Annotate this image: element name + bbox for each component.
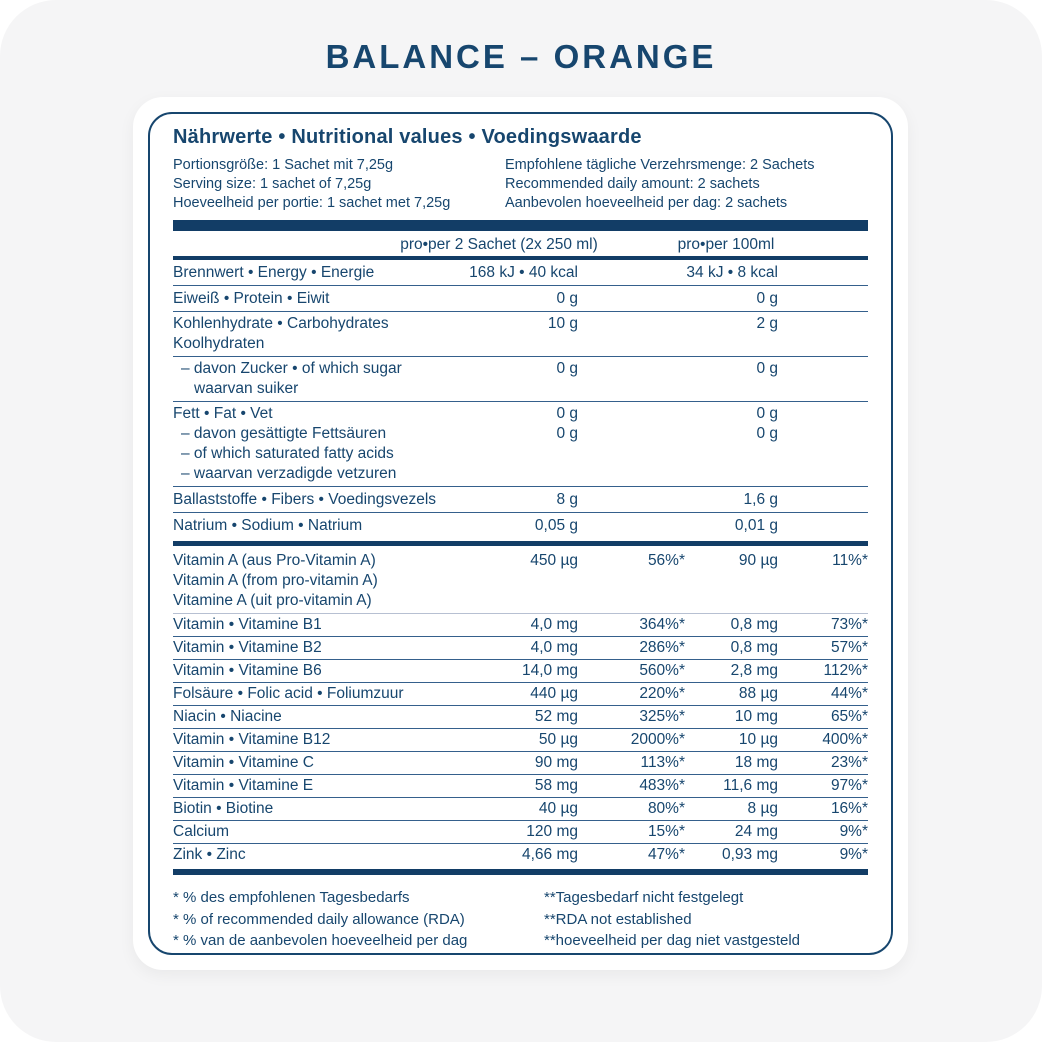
rda-per-sachet: 364%* — [639, 616, 685, 633]
nutrient-label: Niacin • Niacine — [173, 708, 282, 725]
rda-per-100ml: 9%* — [839, 823, 868, 840]
nutrient-label: Fett • Fat • Vet — [173, 405, 273, 422]
value-per-100ml: 0,8 mg — [730, 616, 778, 633]
nutrient-label: Folsäure • Folic acid • Foliumzuur — [173, 685, 404, 702]
nutrient-row — [173, 286, 868, 312]
rda-per-100ml: 97%* — [830, 777, 868, 794]
value-per-sachet: 52 mg — [534, 708, 578, 725]
nutrient-line — [173, 822, 868, 842]
rda-per-100ml — [778, 591, 868, 611]
nutrient-row — [173, 660, 868, 683]
rda-per-100ml — [778, 424, 868, 444]
nutrient-line — [173, 424, 868, 444]
rda-per-sachet: 56%* — [647, 552, 685, 569]
value-per-100ml — [685, 444, 778, 464]
rda-per-100ml: 65%* — [830, 708, 868, 725]
nutrient-row — [173, 637, 868, 660]
rda-per-100ml — [778, 444, 868, 464]
serving-line: Portionsgröße: 1 Sachet mit 7,25g — [173, 157, 394, 173]
column-header-per-100ml: pro•per 100ml — [677, 236, 775, 253]
nutrient-row — [173, 549, 868, 614]
nutrient-label: – davon gesättigte Fettsäuren — [181, 425, 387, 442]
nutrient-line — [173, 753, 868, 773]
nutrient-line — [173, 776, 868, 796]
value-per-sachet: 440 µg — [530, 685, 578, 702]
serving-line: Aanbevolen hoeveelheid per dag: 2 sachets — [505, 195, 788, 211]
value-per-100ml: 18 mg — [734, 754, 778, 771]
nutrient-label: Vitamin • Vitamine E — [173, 777, 314, 794]
section-divider-bar — [173, 869, 868, 875]
nutrient-row — [173, 798, 868, 821]
rda-per-100ml — [778, 287, 868, 310]
nutrient-line — [173, 488, 868, 511]
rda-per-sachet: 15%* — [647, 823, 685, 840]
nutrient-label: – davon Zucker • of which sugar — [181, 360, 402, 377]
value-per-sachet — [468, 444, 578, 464]
footnotes-right — [544, 887, 868, 952]
nutrient-label: Natrium • Sodium • Natrium — [173, 517, 363, 534]
value-per-sachet: 0 g — [556, 360, 578, 377]
rda-per-100ml — [778, 514, 868, 537]
rda-per-100ml: 16%* — [830, 800, 868, 817]
rda-per-100ml — [778, 404, 868, 424]
value-per-sachet — [468, 571, 578, 591]
nutrient-label: Ballaststoffe • Fibers • Voedingsvezels — [173, 491, 437, 508]
nutrient-line — [173, 845, 868, 865]
value-per-100ml: 90 µg — [738, 552, 778, 569]
nutrient-line — [173, 551, 868, 571]
section-divider-bar — [173, 541, 868, 546]
nutrient-row — [173, 752, 868, 775]
value-per-100ml: 34 kJ • 8 kcal — [686, 264, 778, 281]
rda-per-sachet — [578, 514, 685, 537]
value-per-100ml: 8 µg — [747, 800, 778, 817]
serving-line: Recommended daily amount: 2 sachets — [505, 176, 760, 192]
nutrient-line — [173, 638, 868, 658]
nutrient-label: Vitamin A (from pro-vitamin A) — [173, 572, 378, 589]
nutrient-line — [173, 444, 868, 464]
footnotes — [173, 887, 868, 952]
nutrient-line — [173, 314, 868, 334]
rda-per-100ml: 44%* — [830, 685, 868, 702]
value-per-sachet: 0 g — [556, 290, 578, 307]
nutrient-row — [173, 614, 868, 637]
serving-line: Serving size: 1 sachet of 7,25g — [173, 176, 372, 192]
rda-per-sachet: 325%* — [639, 708, 685, 725]
value-per-100ml: 0,93 mg — [721, 846, 778, 863]
rda-per-100ml: 11%* — [832, 552, 868, 569]
nutrient-line — [173, 404, 868, 424]
value-per-sachet: 58 mg — [534, 777, 578, 794]
nutrient-row — [173, 260, 868, 286]
value-per-sachet: 168 kJ • 40 kcal — [469, 264, 578, 281]
serving-info-right — [505, 156, 868, 213]
footnote-line: **Tagesbedarf nicht festgelegt — [544, 889, 744, 906]
nutrient-label: Kohlenhydrate • Carbohydrates — [173, 315, 389, 332]
value-per-100ml — [685, 591, 778, 611]
rda-per-100ml: 23%* — [830, 754, 868, 771]
value-per-100ml — [685, 464, 778, 484]
rda-per-sachet — [578, 404, 685, 424]
value-per-sachet: 4,0 mg — [530, 639, 578, 656]
value-per-sachet — [468, 334, 578, 354]
nutrient-line — [173, 799, 868, 819]
rda-per-sachet — [578, 314, 685, 334]
nutrient-row — [173, 844, 868, 866]
divider-top-bar — [173, 220, 868, 231]
value-per-sachet: 4,0 mg — [530, 616, 578, 633]
nutrient-label: Calcium — [173, 823, 229, 840]
nutrient-line — [173, 514, 868, 537]
nutrient-row — [173, 729, 868, 752]
nutrient-label: Vitamine A (uit pro-vitamin A) — [173, 592, 372, 609]
value-per-100ml: 0 g — [756, 290, 778, 307]
rda-per-100ml: 57%* — [830, 639, 868, 656]
serving-info-left — [173, 156, 505, 213]
nutrient-label: Vitamin • Vitamine B6 — [173, 662, 322, 679]
value-per-100ml: 24 mg — [734, 823, 778, 840]
nutrient-row — [173, 357, 868, 402]
rda-per-sachet — [578, 287, 685, 310]
rda-per-sachet: 47%* — [647, 846, 685, 863]
value-per-sachet: 50 µg — [538, 731, 578, 748]
nutrient-line — [173, 707, 868, 727]
rda-per-100ml — [778, 571, 868, 591]
value-per-100ml: 10 µg — [738, 731, 778, 748]
footnote-line: * % des empfohlenen Tagesbedarfs — [173, 889, 410, 906]
nutrition-card — [133, 97, 908, 970]
rda-per-100ml: 9%* — [839, 846, 868, 863]
nutrient-row — [173, 312, 868, 357]
rda-per-sachet — [578, 591, 685, 611]
value-per-100ml: 88 µg — [738, 685, 778, 702]
value-per-sachet: 10 g — [547, 315, 578, 332]
footnote-line: * % of recommended daily allowance (RDA) — [173, 910, 465, 928]
card-heading: Nährwerte • Nutritional values • Voedingswaarde — [173, 126, 642, 148]
rda-per-sachet — [578, 379, 685, 399]
nutrition-table — [173, 260, 868, 875]
nutrient-label: Vitamin • Vitamine C — [173, 754, 314, 771]
footnote-line: **hoeveelheid per dag niet vastgesteld — [544, 932, 801, 949]
serving-info — [173, 156, 868, 213]
rda-per-100ml: 400%* — [822, 731, 868, 748]
value-per-sachet: 0,05 g — [534, 517, 578, 534]
nutrient-label: Vitamin • Vitamine B12 — [173, 731, 331, 748]
rda-per-sachet: 80%* — [647, 800, 685, 817]
value-per-100ml: 0 g — [756, 405, 778, 422]
nutrient-line — [173, 359, 868, 379]
footnotes-left — [173, 887, 544, 952]
rda-per-sachet — [578, 334, 685, 354]
value-per-100ml: 0 g — [756, 425, 778, 442]
nutrient-label: Vitamin • Vitamine B1 — [173, 616, 322, 633]
value-per-sachet — [468, 379, 578, 399]
nutrient-line — [173, 464, 868, 484]
rda-per-100ml — [778, 359, 868, 379]
serving-line: Empfohlene tägliche Verzehrsmenge: 2 Sachets — [505, 157, 815, 173]
nutrient-line — [173, 379, 868, 399]
nutrient-line — [173, 684, 868, 704]
nutrient-line — [173, 571, 868, 591]
nutrient-row — [173, 487, 868, 513]
rda-per-sachet — [578, 424, 685, 444]
nutrient-line — [173, 334, 868, 354]
nutrient-line — [173, 661, 868, 681]
rda-per-100ml — [778, 488, 868, 511]
column-header-per-sachet: pro•per 2 Sachet (2x 250 ml) — [400, 236, 598, 253]
value-per-sachet: 0 g — [556, 425, 578, 442]
rda-per-sachet — [578, 261, 685, 284]
value-per-sachet: 450 µg — [530, 552, 578, 569]
nutrient-label: waarvan suiker — [194, 380, 299, 397]
rda-per-100ml — [778, 334, 868, 354]
nutrient-row — [173, 513, 868, 538]
value-per-100ml: 11,6 mg — [723, 777, 778, 794]
nutrient-row — [173, 775, 868, 798]
nutrient-line — [173, 261, 868, 284]
rda-per-sachet — [578, 464, 685, 484]
value-per-sachet: 14,0 mg — [521, 662, 578, 679]
value-per-sachet: 8 g — [556, 491, 578, 508]
page-title: BALANCE – ORANGE — [325, 38, 717, 75]
nutrient-line — [173, 730, 868, 750]
rda-per-sachet — [578, 571, 685, 591]
rda-per-sachet — [578, 488, 685, 511]
nutrient-label: – waarvan verzadigde vetzuren — [181, 465, 397, 482]
value-per-100ml — [685, 334, 778, 354]
nutrient-label: Biotin • Biotine — [173, 800, 274, 817]
nutrient-label: Eiweiß • Protein • Eiwit — [173, 290, 330, 307]
footnote-line: * % van de aanbevolen hoeveelheid per dag — [173, 932, 468, 949]
rda-per-100ml — [778, 464, 868, 484]
value-per-100ml: 2 g — [756, 315, 778, 332]
value-per-sachet: 90 mg — [534, 754, 578, 771]
nutrient-line — [173, 591, 868, 611]
footnote-line: **RDA not established — [544, 910, 692, 928]
rda-per-sachet: 113%* — [640, 754, 685, 771]
rda-per-sachet: 560%* — [639, 662, 685, 679]
value-per-sachet — [468, 464, 578, 484]
rda-per-100ml — [778, 314, 868, 334]
value-per-100ml — [685, 379, 778, 399]
rda-per-sachet: 220%* — [639, 685, 685, 702]
rda-per-sachet: 483%* — [639, 777, 685, 794]
rda-per-100ml: 112%* — [823, 662, 868, 679]
value-per-100ml: 2,8 mg — [730, 662, 778, 679]
nutrient-row — [173, 821, 868, 844]
value-per-sachet: 120 mg — [526, 823, 578, 840]
serving-line: Hoeveelheid per portie: 1 sachet met 7,25g — [173, 195, 451, 211]
value-per-sachet: 40 µg — [538, 800, 578, 817]
nutrient-row — [173, 402, 868, 487]
rda-per-100ml — [778, 261, 868, 284]
rda-per-sachet: 286%* — [639, 639, 685, 656]
card-border — [148, 112, 893, 955]
nutrient-label: Brennwert • Energy • Energie — [173, 264, 375, 281]
value-per-sachet: 0 g — [556, 405, 578, 422]
rda-per-sachet: 2000%* — [630, 731, 685, 748]
nutrient-line — [173, 615, 868, 635]
rda-per-sachet — [578, 444, 685, 464]
value-per-100ml: 0,8 mg — [730, 639, 778, 656]
rda-per-sachet — [578, 359, 685, 379]
nutrient-label: Koolhydraten — [173, 335, 265, 352]
nutrient-row — [173, 683, 868, 706]
value-per-100ml: 10 mg — [734, 708, 778, 725]
rda-per-100ml — [778, 379, 868, 399]
rda-per-100ml: 73%* — [830, 616, 868, 633]
value-per-100ml — [685, 571, 778, 591]
nutrient-label: Vitamin A (aus Pro-Vitamin A) — [173, 552, 376, 569]
nutrient-label: Zink • Zinc — [173, 846, 246, 863]
nutrient-row — [173, 706, 868, 729]
nutrient-label: – of which saturated fatty acids — [181, 445, 394, 462]
value-per-sachet — [468, 591, 578, 611]
nutrient-line — [173, 287, 868, 310]
column-header-row — [173, 231, 868, 256]
value-per-100ml: 1,6 g — [743, 491, 778, 508]
nutrient-label: Vitamin • Vitamine B2 — [173, 639, 322, 656]
value-per-100ml: 0 g — [756, 360, 778, 377]
value-per-100ml: 0,01 g — [734, 517, 778, 534]
value-per-sachet: 4,66 mg — [521, 846, 578, 863]
